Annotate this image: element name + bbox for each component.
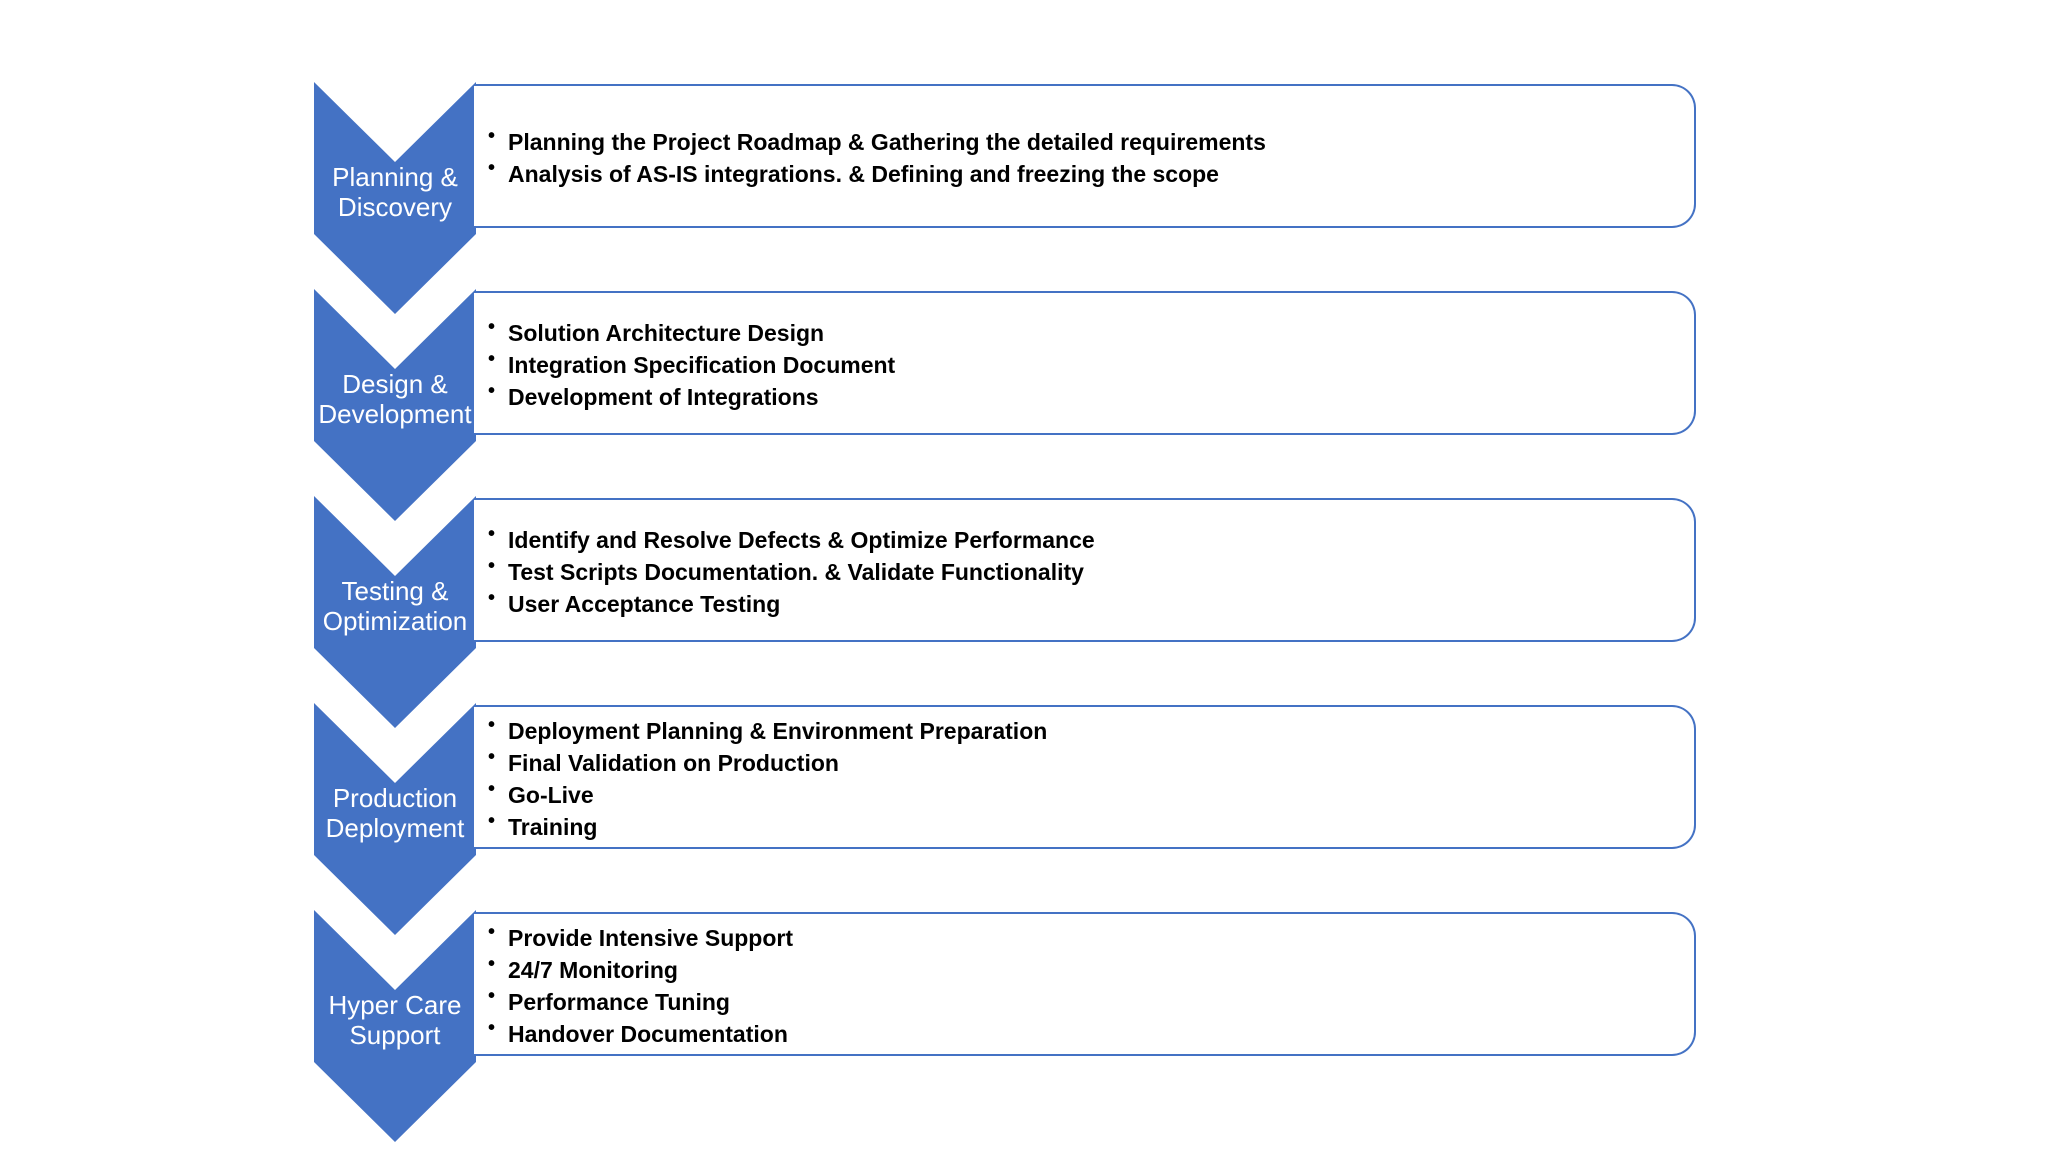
phase-label: Design & Development [318,369,472,429]
phase-planning-discovery [0,82,2048,314]
bullet-item: • Deployment Planning & Environment Preparation [488,715,1047,747]
bullet-item: • User Acceptance Testing [488,588,1095,620]
phase-hyper-care-support [0,910,2048,1142]
bullet-item: • Development of Integrations [488,381,895,413]
phase-chevron [314,82,476,314]
phase-label: Planning & Discovery [332,162,458,222]
bullet-item: • Planning the Project Roadmap & Gathering the detailed requirements [488,126,1266,158]
bullet-item: • Integration Specification Document [488,349,895,381]
phase-testing-optimization [0,496,2048,728]
phase-label: Production Deployment [325,783,465,843]
phase-chevron [314,289,476,521]
phase-chevron [314,496,476,728]
bullet-item: • 24/7 Monitoring [488,954,793,986]
phase-details-box [474,291,1696,435]
phase-label: Testing & Optimization [322,576,468,636]
phase-chevron [314,910,476,1142]
bullet-item: • Training [488,811,1047,843]
bullet-list [488,524,1095,620]
bullet-list [488,317,895,413]
bullet-item: • Identify and Resolve Defects & Optimize Performance [488,524,1095,556]
phase-label: Hyper Care Support [328,990,462,1050]
bullet-item: • Provide Intensive Support [488,922,793,954]
phase-details-box [474,84,1696,228]
bullet-item: • Solution Architecture Design [488,317,895,349]
phase-details-box [474,912,1696,1056]
bullet-item: • Analysis of AS-IS integrations. & Defining and freezing the scope [488,158,1266,190]
bullet-list [488,715,1047,843]
bullet-list [488,922,793,1050]
phase-production-deployment [0,703,2048,935]
phase-details-box [474,498,1696,642]
bullet-item: • Performance Tuning [488,986,793,1018]
bullet-item: • Handover Documentation [488,1018,793,1050]
bullet-item: • Go-Live [488,779,1047,811]
phase-details-box [474,705,1696,849]
bullet-list [488,126,1266,190]
bullet-item: • Test Scripts Documentation. & Validate Functionality [488,556,1095,588]
phase-chevron [314,703,476,935]
bullet-item: • Final Validation on Production [488,747,1047,779]
phase-design-development [0,289,2048,521]
